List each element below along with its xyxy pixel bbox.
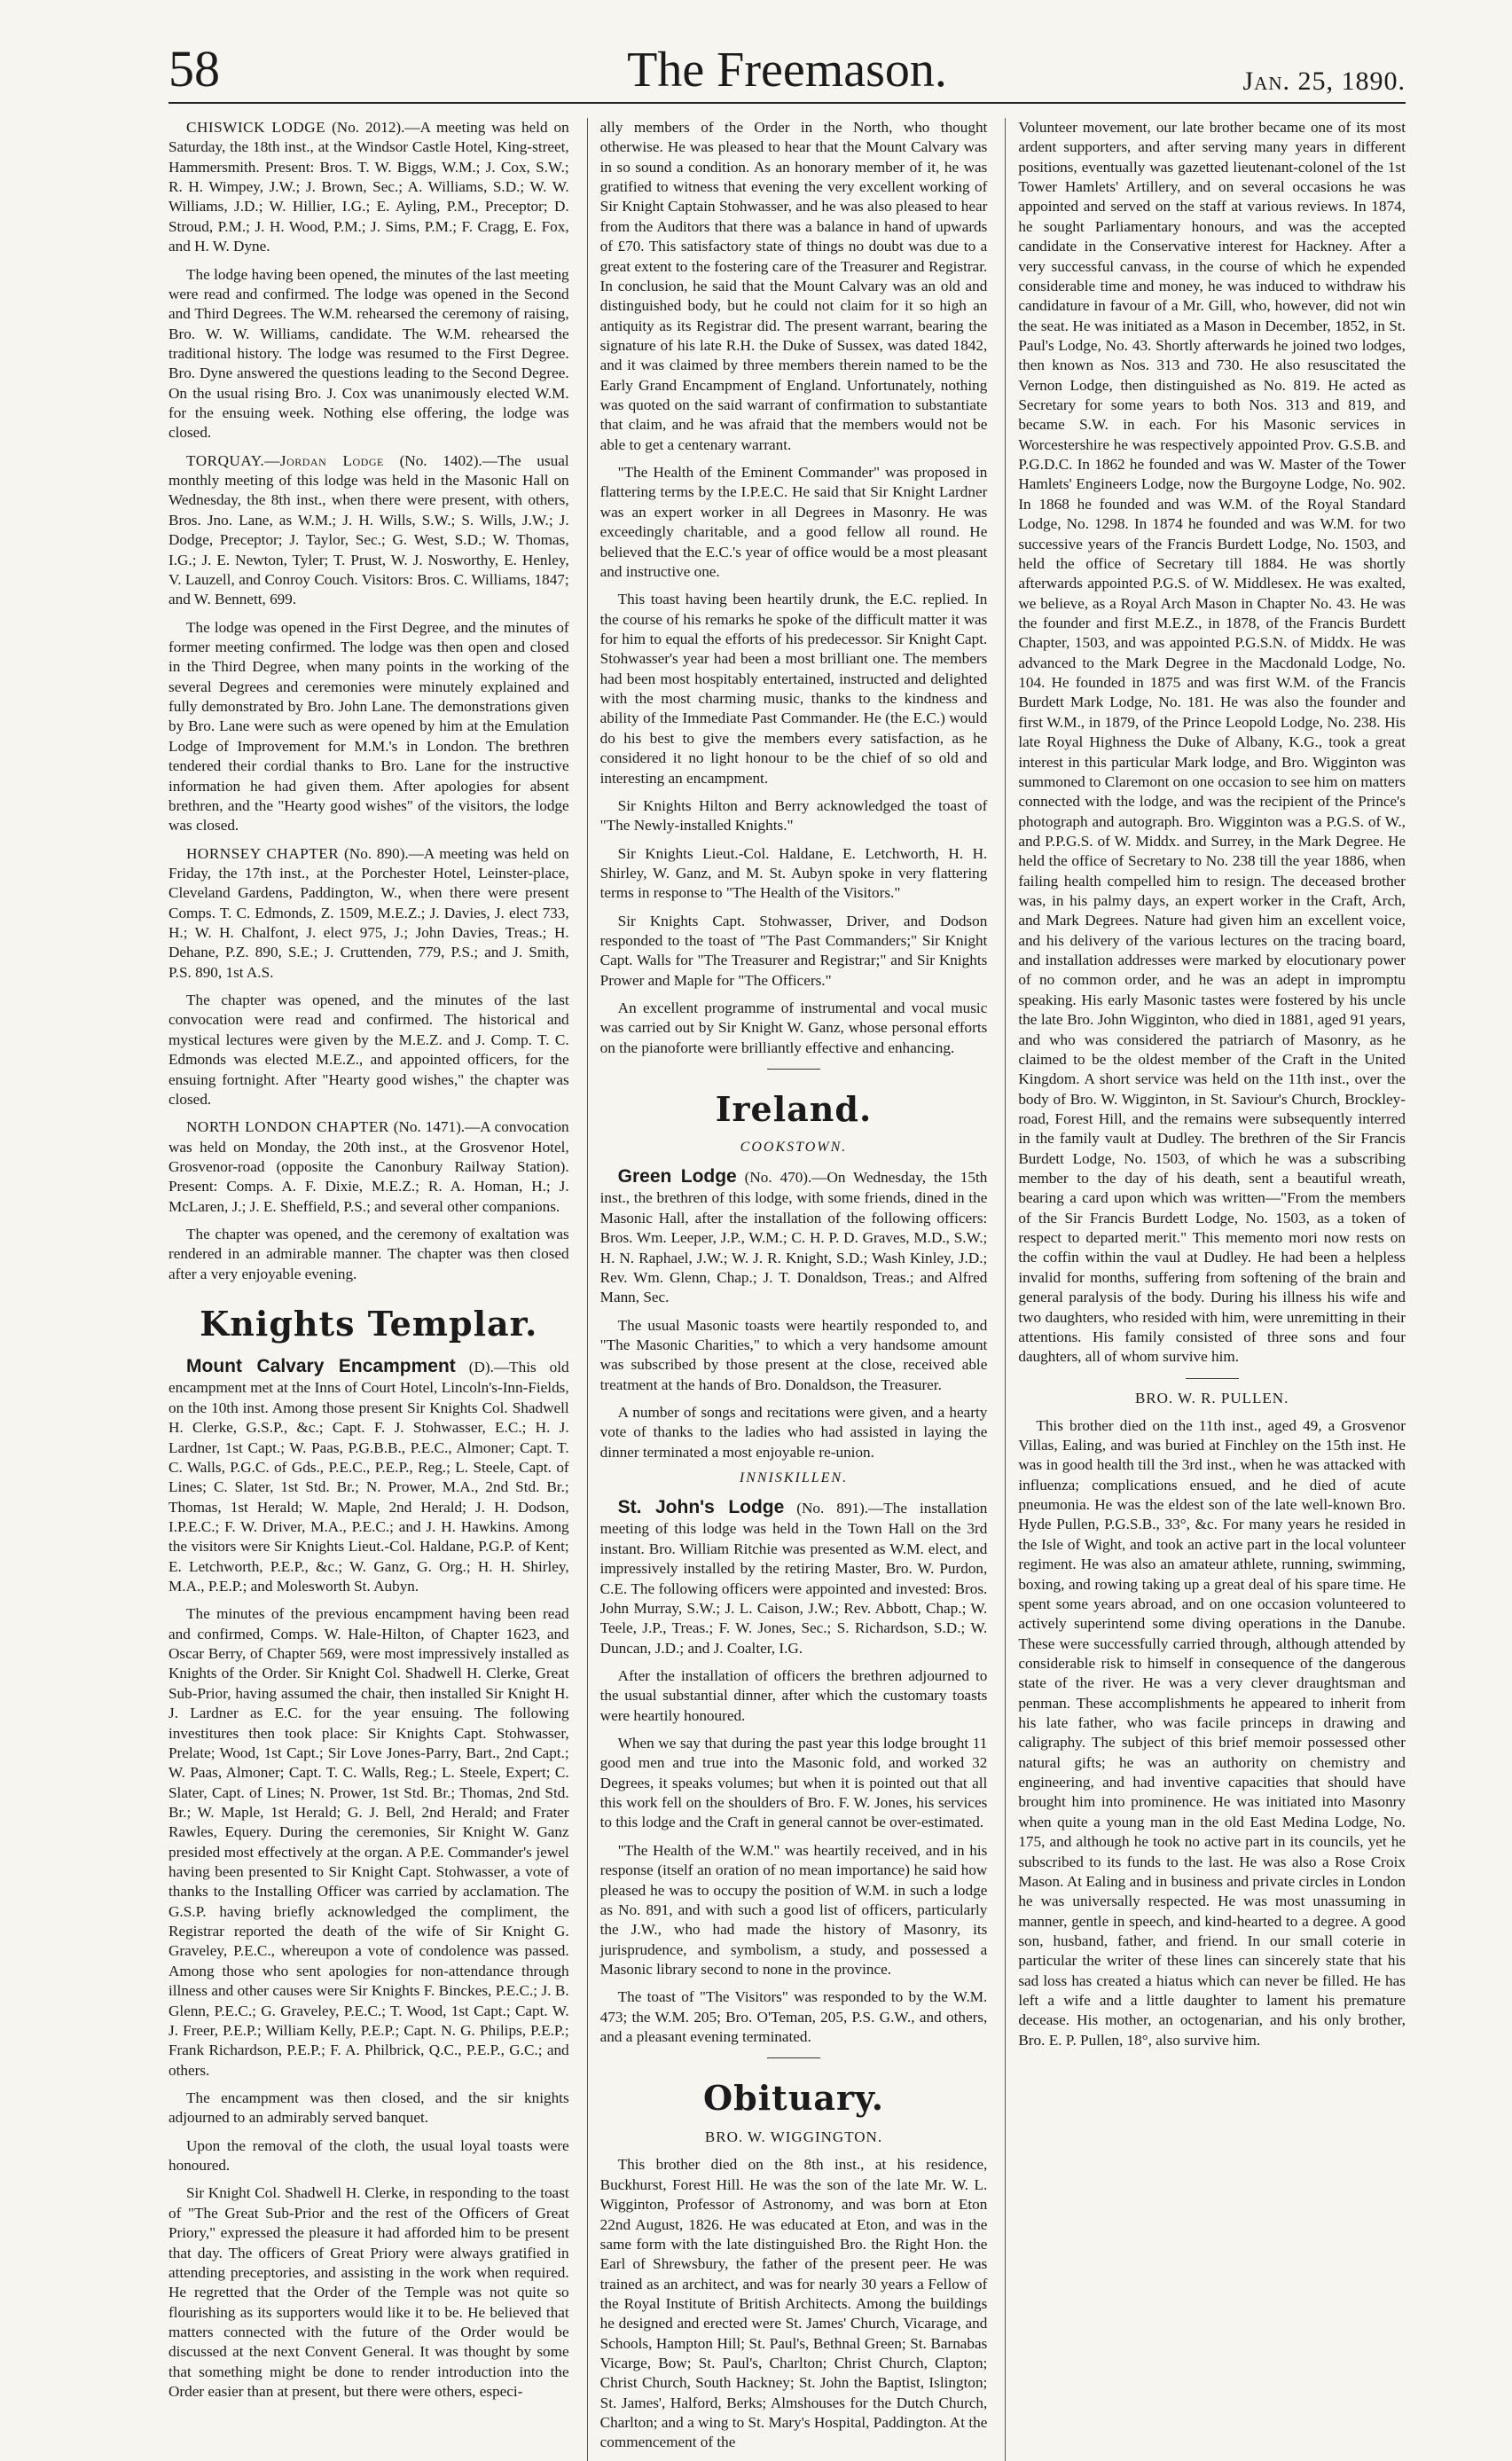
paragraph-text: The minutes of the previous encampment having been read and confirmed, Comps. W. Hale-Hilton, of Chapter 1623, and Oscar Berry, of Chapter 569, were most impressively installed as Knights of the Order. Sir Knight Col. Shadwell H. Clerke, Great Sub-Prior, having assumed the chair, then installed Sir Knight H. J. Lardner as E.C. for the year ensuing. The following investitures then took place: Sir Knights Capt. Stohwasser, Prelate; Wood, 1st Capt.; Sir Love Jones-Parry, Bart., 2nd Capt.; W. Paas, Almoner; Capt. T. C. Walls, Reg.; L. Steele, Expert; C. Slater, Capt. of Lines; N. Prower, 1st Std. Br.; Thomas, 2nd Std. Br.; W. Maple, 1st Herald; G. J. Bell, 2nd Herald; and Frater Rawles, Equery. During the ceremonies, Sir Knight W. Ganz presided most effectively at the organ. A P.E. Commander's jewel having been presented to Sir Knight Capt. Stohwasser, a vote of thanks to the Installing Officer was carried by acclamation. The G.S.P. having briefly acknowledged the compliment, the Registrar reported the death of the wife of Sir Knight G. Graveley, P.E.C., whereupon a vote of condolence was passed. Among those who sent apologies for non-attendance through illness and other causes were Sir Knights F. Binckes, P.E.C.; J. B. Glenn, P.E.C.; G. Graveley, P.E.C.; T. Wood, 1st Capt.; Capt. W. J. Freer, P.E.P.; William Kelly, P.E.P.; Capt. N. G. Philips, P.E.P.; Frank Richardson, P.E.P.; F. A. Philbrick, Q.C., P.E.P., G.C.; and others. [168,1605,569,2079]
section-heading: Ireland. [715,1089,873,1130]
paragraph-text: "The Health of the Eminent Commander" was proposed in flattering terms by the I.P.E.C. He said that Sir Knight Lardner was an expert worker in all Degrees in Masonry. He was exceedingly charitable, and a good fellow all round. He believed that the E.C.'s year of office would be a most pleasant and instructive one. [599,464,988,580]
article-paragraph [600,844,988,904]
paragraph-text: (No. 1471).—A convocation was held on Monday, the 20th inst., at the Grosvenor Hotel, Grosvenor-road (opposite the Canonbury Railway Station). Present: Comps. A. F. Dixie, M.E.Z.; R. A. Homan, H.; J. McLaren, J.; J. E. Sheffield, P.S.; and several other companions. [168,1118,569,1215]
article-paragraph [168,2136,569,2176]
article-columns [168,118,1406,2451]
article-paragraph [600,796,988,836]
obituary-name-heading: BRO. W. R. PULLEN. [1134,1389,1289,1407]
article-paragraph [600,1841,988,1980]
article-heading: Green Lodge [617,1166,737,1187]
article-paragraph [168,1604,569,2081]
paragraph-text: The lodge was opened in the First Degree, and the minutes of former meeting confirmed. The lodge was then open and closed in the Third Degree, when many points in the working of the several Degrees and ceremonies were minutely explained and fully demonstrated by Bro. John Lane. The demonstrations given by Bro. Lane were such as were opened by him at the Emulation Lodge of Improvement for M.M.'s in London. The brethren tendered their cordial thanks to Bro. Lane for the instructive information he had given them. After apologies for absent brethren, and the "Hearty good wishes" of the visitors, the lodge was closed. [168,618,569,835]
paragraph-lead-title: HORNSEY CHAPTER [186,844,340,862]
article-paragraph [168,451,569,610]
paragraph-text: (No. 2012).—A meeting was held on Saturday, the 18th inst., at the Windsor Castle Hotel, King-street, Hammersmith. Present: Bros. T. W. Biggs, W.M.; J. Cox, S.W.; R. H. Wimpey, J.W.; J. Brown, Sec.; A. Williams, S.D.; W. W. Williams, J.D.; W. Hillier, I.G.; E. Ayling, P.M., Preceptor; D. Stroud, P.M.; J. H. Wood, P.M.; J. Sims, P.M.; F. Cragg, E. Fox, and H. W. Dyne. [168,119,569,255]
article-paragraph [600,2155,988,2452]
paragraph-text: Upon the removal of the cloth, the usual loyal toasts were honoured. [168,2136,569,2175]
paragraph-text: Sir Knights Capt. Stohwasser, Driver, and Dodson responded to the toast of "The Past Commanders;" Sir Knight Capt. Walls for "The Treasurer and Registrar;" and Sir Knights Prower and Maple for "The Officers." [599,912,988,989]
divider-rule [767,2057,820,2058]
paragraph-text: (D).—This old encampment met at the Inns of Court Hotel, Lincoln's-Inn-Fields, on the 10th inst. Among those present Sir Knights Col. Shadwell H. Clerke, G.S.P., &c.; Capt. F. J. Stohwasser, E.C.; H. J. Lardner, 1st Capt.; W. Paas, P.G.B.B., P.E.C., Almoner; Capt. T. C. Walls, P.G.C. of Gds., P.E.C., P.E.P., Reg.; L. Steele, Capt. of Lines; C. Slater, 1st Std. Br.; N. Prower, M.A., 2nd Std. Br.; Thomas, 1st Herald; W. Maple, 2nd Herald; J. H. Dodson, I.P.E.C.; F. W. Driver, M.A., P.E.C.; and J. H. Hawkins. Among the visitors were Sir Knights Lieut.-Col. Haldane, P.G.P. of Kent; E. Letchworth, P.E.P., &c.; W. Ganz, G. Org.; H. H. Shirley, M.A., P.E.P.; and Molesworth St. Aubyn. [168,1359,569,1595]
section-heading: Obituary. [703,2078,884,2119]
paragraph-text: Sir Knight Col. Shadwell H. Clerke, in responding to the toast of "The Great Sub-Prior and the rest of the Officers of Great Priory," expressed the pleasure it had afforded him to be present that day. The officers of Great Priory were always gratified in attending preceptories, and assisting in the work when required. He regretted that the Order of the Temple was not quite so flourishing as its supporters would like it to be. He believed that matters connected with the future of the Order would be discussed at the next Convent General. It was thought by some that something might be done to render introduction into the Order easier than at present, but there were others, especi- [168,2184,569,2401]
article-paragraph [600,1316,988,1395]
paragraph-text: Volunteer movement, our late brother became one of its most ardent supporters, and after serving many years in different positions, eventually was gazetted lieutenant-colonel of the 1st Tower Hamlets' Artillery, and on several occasions he was appointed and served on the staff at various reviews. In 1874, he sought Parliamentary honours, and was the accepted candidate in the Conservative interest for Hackney. After a very successful canvass, in the course of which he expended considerable time and money, he was induced to withdraw his candidature in favour of a Mr. Gill, who, however, did not win the seat. He was initiated as a Mason in December, 1852, in St. Paul's Lodge, No. 43. Shortly afterwards he joined two lodges, then known as Nos. 313 and 730. He also resuscitated the Vernon Lodge, then distinguished as No. 819. He acted as Secretary for some years to both Nos. 313 and 819, and became S.W. in each. For his Masonic services in Worcestershire he was respectively appointed Prov. G.S.B. and P.G.D.C. In 1862 he founded and was W. Master of the Tower Hamlets' Engineers Lodge, now the Burgoyne Lodge, No. 902. In 1868 he founded and was W.M. of the Royal Standard Lodge, No. 1298. In 1874 he founded and was W.M. for two successive years of the Francis Burdett Lodge, No. 1503, and held the office of Secretary till 1884. He was shortly afterwards appointed P.G.S. of W. Middlesex. He was exalted, we believe, as a Royal Arch Mason in Chapter No. 43. He was the founder and first M.E.Z., in 1878, of the Francis Burdett Chapter, 1503, and was appointed P.G.S.N. of Middx. He was advanced to the Mark Degree in the Macdonald Lodge, No. 104. He founded in 1875 and was first W.M. of the Francis Burdett Mark Lodge, No. 181. He was also the founder and first W.M., in 1879, of the Prince Leopold Lodge, No. 238. His late Royal Highness the Duke of Albany, K.G., took a great interest in this particular Mark lodge, and Bro. Wigginton was summoned to Claremont on one occasion to see him on matters connected with the lodge, and was the recipient of the Prince's photograph and autograph. Bro. Wigginton was a P.G.S. of W., and P.P.G.S. of W. Middx. and Surrey, in the Mark Degree. He held the office of Secretary to No. 238 till the year 1886, when failing health compelled him to resign. The deceased brother was, in his palmy days, an expert worker in the Craft, Arch, and Mark Degrees. Nature had given him an excellent voice, and his delivery of the various lectures on the tracing board, and installation addresses were marked by elocutionary power of no common order, and he was an adept in impromptu speaking. His early Masonic tastes were fostered by his uncle the late Bro. John Wigginton, who died in 1881, aged 91 years, and who was considered the patriarch of Masonry, as he claimed to be the oldest member of the Craft in the United Kingdom. A short service was held on the 11th inst., over the body of Bro. W. Wigginton, in St. Saviour's Church, Brockley-road, Forest Hill, and the remains were subsequently interred in the family vault at Dudley. The brethren of the Sir Francis Burdett Lodge, No. 1503, of which he was a subscribing member to the day of his death, sent a beautiful wreath, bearing a card upon which was written—"From the members of the Sir Francis Burdett Lodge, No. 1503, as a token of respect to departed merit." This memento mori now rests on the coffin within the vaul at Dudley. He had been a helpless invalid for months, suffering from softening of the brain and general paralysis of the body. During his illness his wife and two daughters, who resided with him, were unremitting in their attentions. His family consisted of three sons and four daughters, all of whom survive him. [1018,119,1406,1366]
paragraph-text: (No. 890).—A meeting was held on Friday, the 17th inst., at the Porchester Hotel, Leinster-place, Cleveland Gardens, Paddington, W., when there were present Comps. T. C. Edmonds, Z. 1509, M.E.Z.; J. Davies, J. elect 733, H.; W. H. Chalfont, J. elect 975, J.; John Davies, Treas.; H. Dehane, P.Z. 890, S.E.; J. Cruttenden, 779, P.S.; and J. Smith, P.S. 890, 1st A.S. [168,844,569,981]
paragraph-text: An excellent programme of instrumental and vocal music was carried out by Sir Knight W. Ganz, whose personal efforts on the pianoforte were brilliantly effective and enhancing. [599,999,988,1056]
paragraph-text: After the installation of officers the brethren adjourned to the usual substantial dinner, after which the customary toasts were heartily honoured. [599,1666,988,1724]
article-paragraph [168,991,569,1109]
paragraph-text: (No. 891).—The installation meeting of this lodge was held in the Town Hall on the 3rd instant. Bro. William Ritchie was presented as W.M. elect, and impressively installed by the retiring Master, Bro. W. Purdon, C.E. The following officers were appointed and invested: Bros. John Murray, S.W.; J. L. Caison, J.W.; Rev. Abbott, Chap.; W. Teele, J.P., Treas.; F. W. Jones, Sec.; S. Richardson, S.D.; W. Duncan, J.D.; and J. Coalter, I.G. [599,1500,988,1657]
paragraph-text: The encampment was then closed, and the sir knights adjourned to an admirably served banquet. [168,2089,569,2127]
article-paragraph [600,999,988,1058]
paragraph-text: Sir Knights Hilton and Berry acknowledged the toast of "The Newly-installed Knights." [599,796,988,835]
paragraph-lead-title: NORTH LONDON CHAPTER [186,1118,389,1136]
masthead [168,0,1406,104]
article-paragraph [600,912,988,991]
paragraph-text: This toast having been heartily drunk, the E.C. replied. In the course of his remarks he spoke of the difficult matter it was for him to equal the efforts of his predecessor. Sir Knight Capt. Stohwasser's year had been a most brilliant one. The members had been most hospitably entertained, instructed and delighted with the most charming music, thanks to the kindness and ability of the Immediate Past Commander. He (the E.C.) would do his best to give the members every satisfaction, as he considered it no light honour to be the chief of so old and interesting an encampment. [599,591,988,787]
paragraph-text: (No. 1402).—The usual monthly meeting of this lodge was held in the Masonic Hall on Wednesday, the 8th inst., when there were present, with others, Bros. Jno. Lane, as W.M.; J. H. Wills, S.W.; S. Wills, J.W.; J. Dodge, Preceptor; J. Taylor, Sec.; G. West, S.D.; W. Thomas, I.G.; J. E. Newton, Tyler; T. Prust, W. J. Nosworthy, E. Henley, V. Lauzell, and Conroy Couch. Visitors: Bros. C. Williams, 1847; and W. Bennett, 699. [168,451,569,608]
column-3 [1005,118,1406,2461]
newspaper-title: The Freemason. [627,43,947,98]
article-paragraph [600,463,988,582]
paragraph-text: This brother died on the 8th inst., at his residence, Buckhurst, Forest Hill. He was the son of the late Mr. W. L. Wigginton, Professor of Astronomy, and was born at Eton 22nd August, 1826. He was educated at Eton, and was in the same form with the late distinguished Bro. the Right Hon. the Earl of Shrewsbury, the father of the present peer. He was trained as an architect, and was for nearly 30 years a Fellow of the Royal Institute of British Architects. Among the buildings he designed and erected were St. James' Church, Vicarage, and Schools, Hampton Hill; St. Paul's, Bethnal Green; St. Barnabas Vicarge, Bow; St. Paul's, Charlton; Christ Church, Clapton; Christ Church, South Hackney; St. John the Baptist, Islington; St. James', Halford, Berks; Almshouses for the Dutch Church, Charlton; and a wing to St. Mary's Hospital, Paddington. At the commencement of the [599,2156,988,2451]
article-paragraph [168,2183,569,2402]
article-paragraph [1018,1416,1406,2051]
article-paragraph [1018,118,1406,1368]
paragraph-text: Sir Knights Lieut.-Col. Haldane, E. Letchworth, H. H. Shirley, W. Ganz, and M. St. Aubyn spoke in very flattering terms in response to "The Health of the Visitors." [599,844,988,902]
paragraph-text: The toast of "The Visitors" was responded to by the W.M. 473; the W.M. 205; Bro. O'Teman, 205, P.S. G.W., and others, and a pleasant evening terminated. [599,1988,988,2046]
obituary-name-heading: BRO. W. WIGGINGTON. [704,2128,883,2146]
paragraph-text: The chapter was opened, and the minutes of the last convocation were read and confirmed. The historical and mystical lectures were given by the M.E.Z. and J. Comp. T. C. Edmonds was elected M.E.Z., and appointed officers, for the ensuing fortnight. After "Hearty good wishes," the chapter was closed. [168,991,569,1108]
article-paragraph [600,1987,988,2047]
paragraph-text: When we say that during the past year this lodge brought 11 good men and true into the Masonic fold, and worked 32 Degrees, it speaks volumes; but when it is pointed out that all this work fell on the shoulders of Bro. F. W. Jones, his services to this lodge and the Craft in general cannot be over-estimated. [599,1735,988,1831]
divider-rule [1186,1378,1239,1379]
article-paragraph [600,1495,988,1658]
article-paragraph [168,2089,569,2128]
article-paragraph [168,118,569,257]
article-paragraph [600,1164,988,1307]
paragraph-text: "The Health of the W.M." was heartily received, and in his response (itself an oration of no mean importance) he said how pleased he was to occupy the position of W.M. in such a lodge as No. 891, and with such a good list of officers, particularly the J.W., who had made the history of Masonry, its jurisprudence, and symbolism, a study, and possessed a Masonic library second to none in the province. [599,1841,988,1978]
divider-rule [767,1069,820,1070]
paragraph-text: A number of songs and recitations were given, and a hearty vote of thanks to the ladies who had assisted in laying the dinner terminated a most enjoyable re-union. [599,1404,988,1461]
paragraph-text: ally members of the Order in the North, who thought otherwise. He was pleased to hear that the Mount Calvary was in so sound a condition. As an honorary member of it, he was gratified to witness that evening the very excellent working of Sir Knight Captain Stohwasser, and he was also pleased to hear from the Auditors that there was a balance in hand of upwards of £70. This satisfactory state of things no doubt was due to a great extent to the fostering care of the Treasurer and Registrar. In conclusion, he said that the Mount Calvary was an old and distinguished body, but he could not claim for it so high an antiquity as its Registrar did. The present warrant, bearing the signature of his late R.H. the Duke of Sussex, was dated 1842, and it was claimed by three members therein named to be the Early Grand Encampment of England. Unfortunately, nothing was quoted on the said warrant of confirmation to substantiate that claim, and he was afraid that the members would not be able to get a centenary warrant. [599,119,988,453]
article-paragraph [168,265,569,443]
location-subheading: COOKSTOWN. [740,1140,848,1156]
article-paragraph [168,1117,569,1217]
paragraph-lead-title: TORQUAY.—Jordan Lodge [186,451,384,469]
column-2 [587,118,988,2461]
article-paragraph [600,590,988,788]
page-number: 58 [168,40,220,98]
article-paragraph [600,118,988,455]
column-1 [168,118,569,2461]
section-heading: Knights Templar. [200,1304,538,1344]
article-paragraph [168,618,569,836]
article-heading: St. John's Lodge [617,1497,785,1518]
issue-date: Jan. 25, 1890. [1242,67,1406,96]
paragraph-text: The usual Masonic toasts were heartily responded to, and "The Masonic Charities," to which a very handsome amount was subscribed by those present at the close, received able treatment at the hands of Bro. Donaldson, the Treasurer. [599,1316,988,1393]
article-paragraph [600,1666,988,1726]
article-paragraph [600,1403,988,1462]
paragraph-text: This brother died on the 11th inst., aged 49, a Grosvenor Villas, Ealing, and was buried at Finchley on the 15th inst. He was in good health till the 3rd inst., when he was attacked with influenza; complications ensued, and he died of acute pneumonia. He was the eldest son of the late well-known Bro. Hyde Pullen, P.G.S.B., 33°, &c. For many years he resided in the Isle of Wight, and took an active part in the local volunteer regiment. He was also an amateur athlete, running, swimming, boxing, and rowing taking up a great deal of his spare time. He spent some years abroad, and on one occasion volunteered to actively superintend some diving operations in the Danube. These were successfully carried through, although attended by considerable risk to himself in consequence of the dangerous state of the river. He was a very clever draughtsman and penman. These accomplishments he appeared to inherit from his late father, who was facile princeps in drawing and caligraphy. The subject of this brief memoir possessed other natural gifts; he was an authority on chemistry and engineering, and had inventive capacities that should have brought him into prominence. He was initiated into Masonry when quite a young man in the old East Medina Lodge, No. 175, and although he took no active part in its councils, yet he subscribed to its funds to the last. He was also a Rose Croix Mason. At Ealing and in business and private circles in London he was universally respected. He was most unassuming in manner, gentle in speech, and kind-hearted to a degree. A good son, husband, father, and friend. In our small coterie in particular the writer of these lines can sincerely state that his sad loss has created a hiatus which can never be filled. He has left a wife and a little daughter to lament his premature decease. His mother, an octogenarian, and his only brother, Bro. E. P. Pullen, 18°, also survive him. [1018,1416,1406,2049]
paragraph-text: (No. 470).—On Wednesday, the 15th inst., the brethren of this lodge, with some friends, dined in the Masonic Hall, after the installation of the following officers: Bros. Wm. Leeper, J.P., W.M.; C. H. P. D. Graves, M.D., S.W.; H. N. Raphael, J.W.; W. J. R. Knight, S.D.; Wash Kinley, J.D.; Rev. Wm. Glenn, Chap.; J. T. Donaldson, Treas.; and Alfred Mann, Sec. [599,1169,988,1306]
article-heading: Mount Calvary Encampment [186,1356,456,1377]
location-subheading: INNISKILLEN. [739,1470,849,1486]
article-paragraph [600,1734,988,1833]
article-paragraph [168,844,569,984]
article-paragraph [168,1225,569,1284]
paragraph-text: The chapter was opened, and the ceremony of exaltation was rendered in an admirable manner. The chapter was then closed after a very enjoyable evening. [168,1226,569,1282]
paragraph-lead-title: CHISWICK LODGE [186,119,326,136]
paragraph-text: The lodge having been opened, the minutes of the last meeting were read and confirmed. The lodge was opened in the Second and Third Degrees. The W.M. rehearsed the ceremony of raising, Bro. W. W. Williams, candidate. The W.M. rehearsed the traditional history. The lodge was resumed to the First Degree. Bro. Dyne answered the questions leading to the Second Degree. On the usual rising Bro. J. Cox was unanimously elected W.M. for the ensuing week. Nothing else offering, the lodge was closed. [168,265,569,442]
article-paragraph [168,1354,569,1596]
